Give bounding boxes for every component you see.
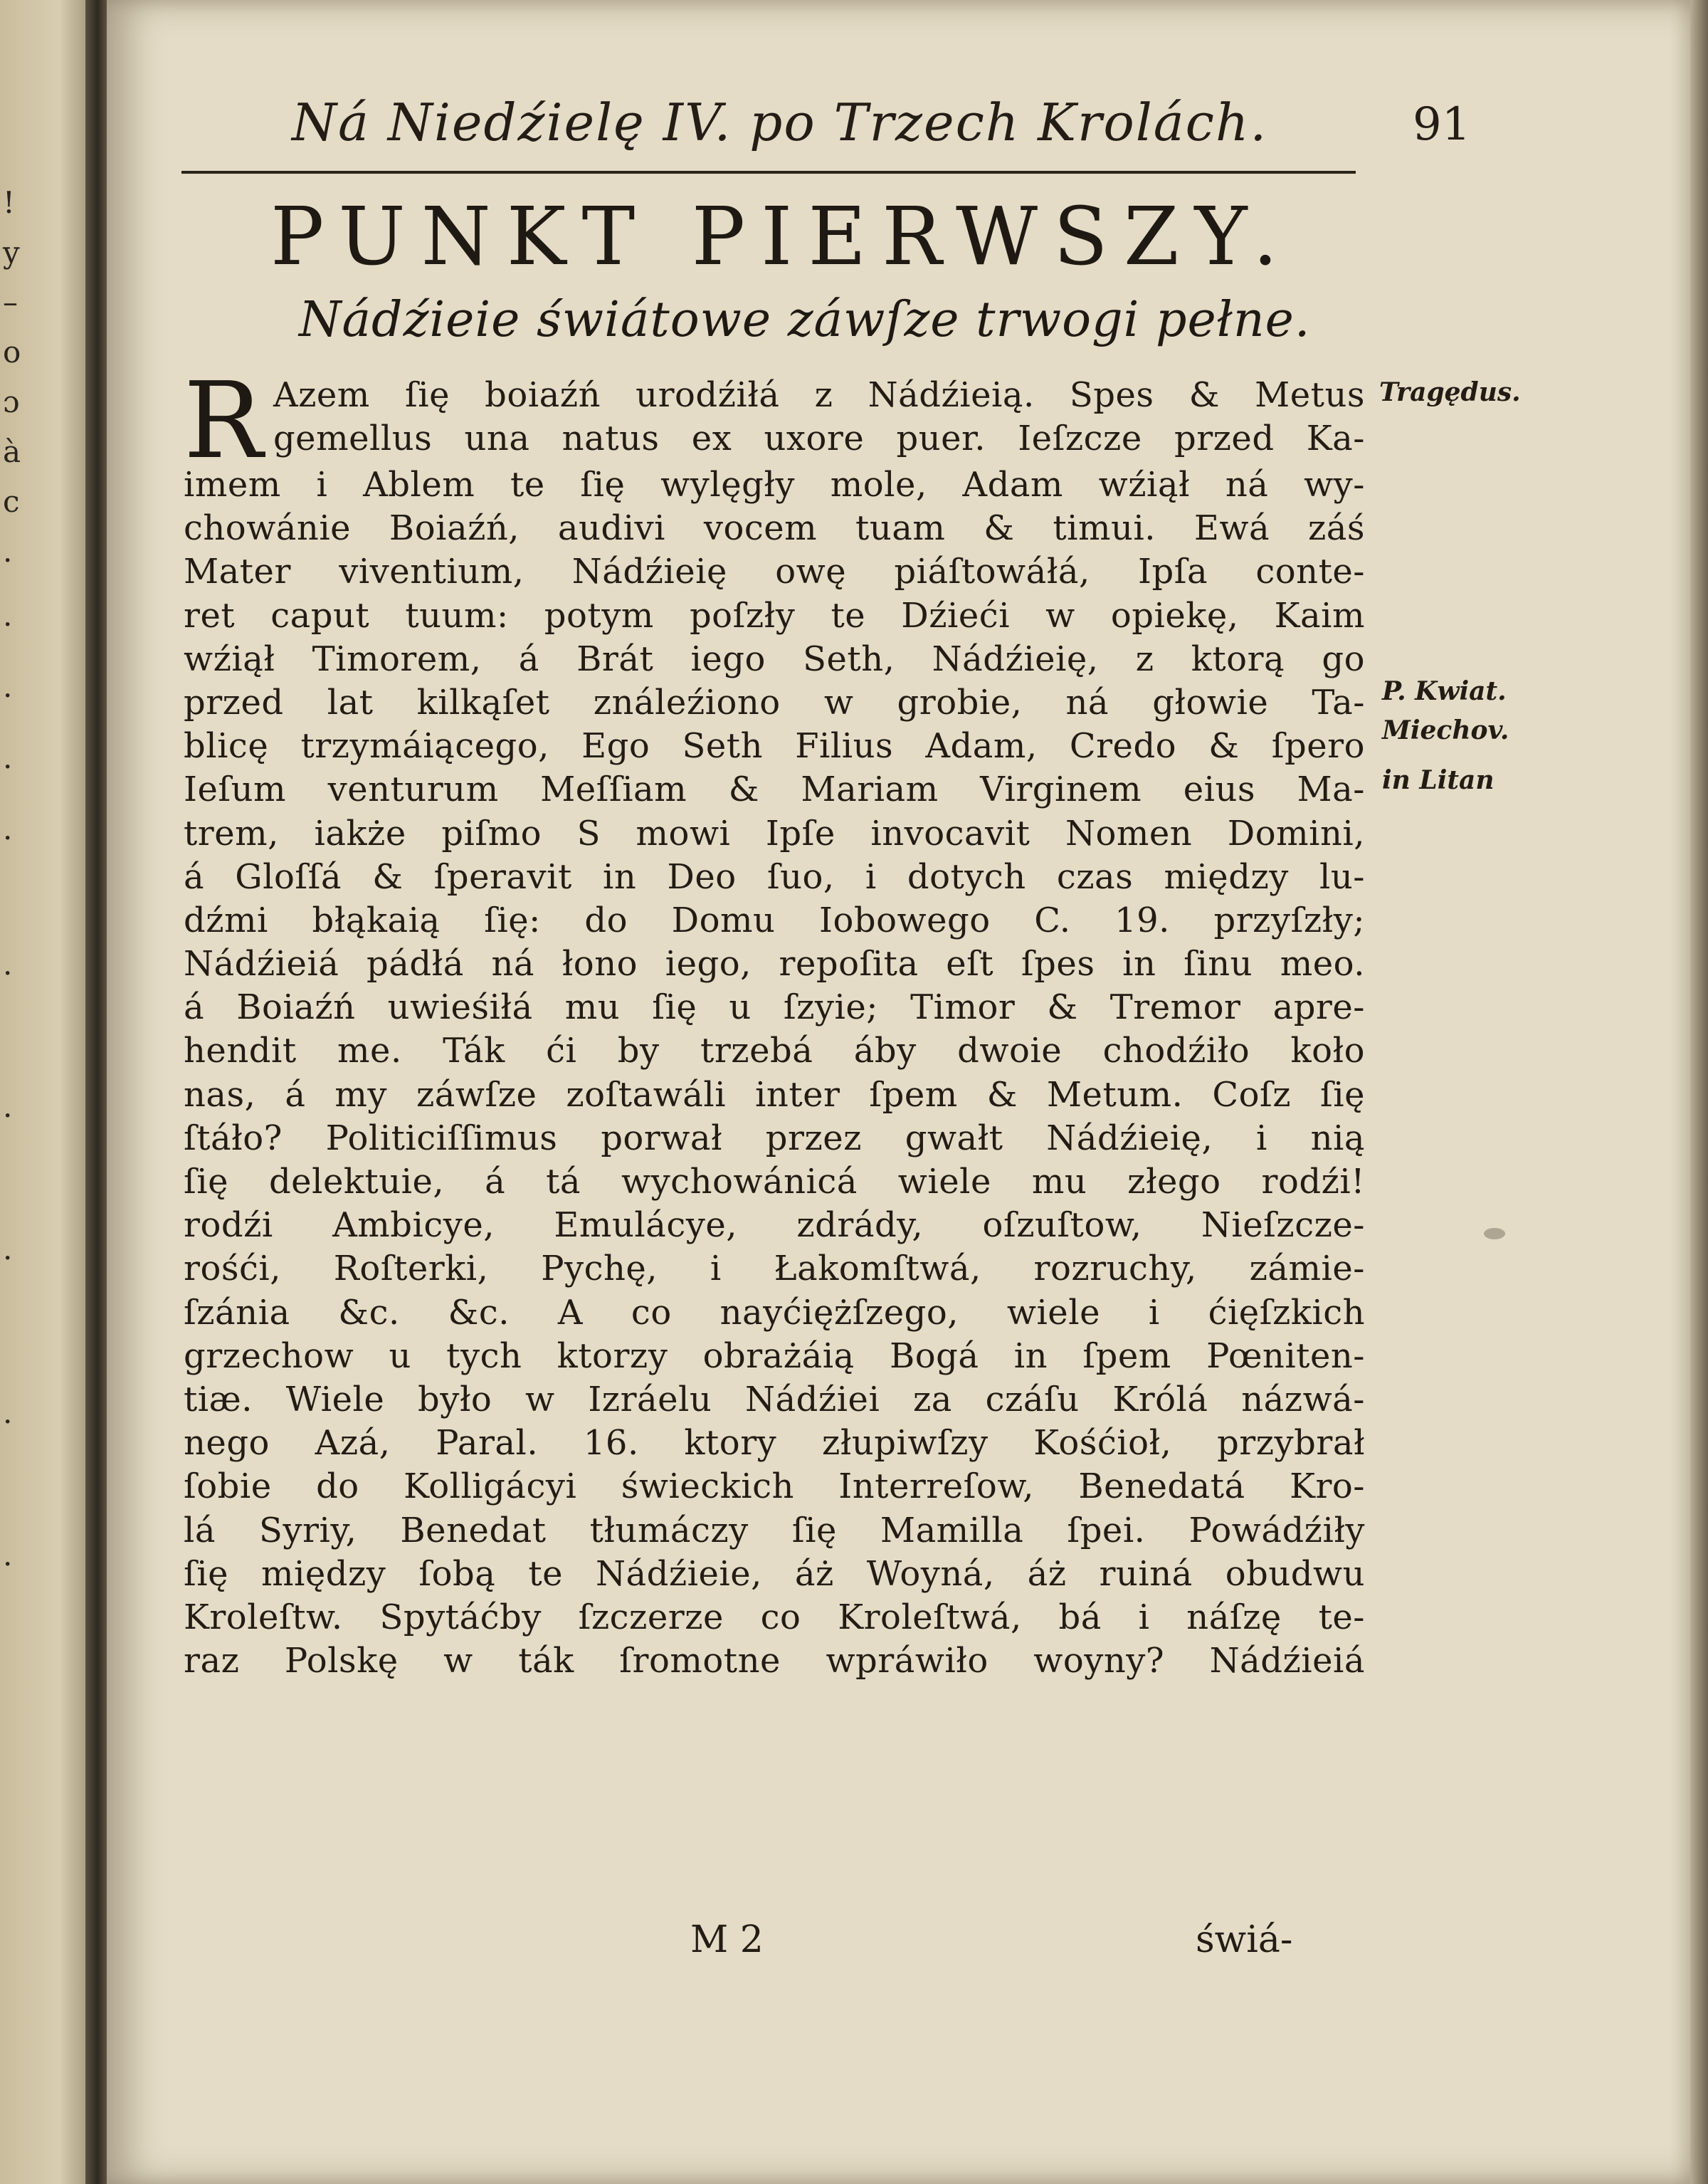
text-line: blicę trzymáiącego, Ego Seth Filius Adam, Credo & ſpero [184,726,1365,767]
text-line: Nádźieiá pádłá ná łono iego, repoſita eſt ſpes in ſinu meo. [184,944,1365,985]
facing-page-fragment: o [3,335,21,369]
text-line: grzechow u tych ktorzy obrażáią Bogá in ſpem Pœniten- [184,1335,1365,1376]
facing-page-fragment: ɔ [3,384,20,419]
facing-page-fragment: . [3,1538,13,1573]
catchword: świá- [1196,1918,1293,1961]
facing-page-fragment: . [3,1395,13,1430]
facing-page-fragment: . [3,812,13,846]
text-line: ſię między ſobą te Nádźieie, áż Woyná, áż ruiná obudwu [184,1553,1365,1594]
text-line: lá Syriy, Benedat tłumáczy ſię Mamilla ſpei. Powádźiły [184,1510,1365,1550]
text-line: dźmi błąkaią ſię: do Domu Iobowego C. 19. przyſzły; [184,900,1365,940]
margin-note-litan: in Litan [1382,765,1494,795]
ink-spot [1484,1228,1505,1239]
text-line: rodźi Ambicye, Emulácye, zdrády, oſzuſtow, Nieſzcze- [184,1205,1365,1246]
text-line: ſię delektuie, á tá wychowánicá wiele mu złego rodźi! [184,1162,1365,1202]
text-line: hendit me. Ták ći by trzebá áby dwoie chodźiło koło [184,1031,1365,1071]
facing-page-fragment: . [3,669,13,704]
body-text [184,359,1365,1683]
facing-page-fragment: . [3,1232,13,1266]
text-line: raz Polskę w ták ſromotne wpráwiło woyny? Nádźieiá [184,1641,1365,1681]
margin-note-kwiat: P. Kwiat. [1382,676,1507,706]
text-line: rośći, Roſterki, Pychę, i Łakomſtwá, rozruchy, zámie- [184,1249,1365,1289]
text-line: ſzánia &c. &c. A co nayćiężſzego, wiele i ćięſzkich [184,1292,1365,1333]
facing-page-fragment: . [3,598,13,633]
facing-page-fragment: ! [3,185,15,220]
text-line: Kroleſtw. Spytáćby ſzczerze co Kroleſtwá, bá i náſzę te- [184,1597,1365,1637]
text-line: nego Azá, Paral. 16. ktory złupiwſzy Kośćioł, przybrał [184,1423,1365,1464]
page-number: 91 [1413,98,1471,151]
margin-note-miechov: Miechov. [1382,715,1509,745]
facing-page-fragment: c [3,484,20,519]
facing-page-fragment: . [3,534,13,569]
text-line: á Boiaźń uwieśiłá mu ſię u ſzyie; Timor & Tremor apre- [184,987,1365,1028]
running-head: Ná Niedźielę IV. po Trzech Krolách. [292,93,1268,152]
drop-cap: R [184,359,263,482]
text-line: nas, á my záwſze zoſtawáli inter ſpem & Metum. Coſz ſię [184,1074,1365,1115]
text-line: trem, iakże piſmo S mowi Ipſe invocavit Nomen Domini, [184,813,1365,854]
facing-page-fragment: y [3,235,20,270]
page-edge [1690,0,1708,2184]
section-subtitle: Nádźieie świátowe záwſze trwogi pełne. [299,292,1311,348]
facing-page-fragment: à [3,434,21,469]
text-line: ſobie do Kolligácyi świeckich Interreſow, Benedatá Kro- [184,1466,1365,1507]
margin-note-tragedus: Tragędus. [1379,377,1521,407]
text-line: Azem ſię boiaźń urodźiłá z Nádźieią. Spes & Metus [273,375,1365,415]
book-gutter [85,0,110,2184]
text-line: Mater viventium, Nádźieię owę piáſtowáłá, Ipſa conte- [184,552,1365,592]
text-line: tiæ. Wiele było w Izráelu Nádźiei za czáſu Królá názwá- [184,1379,1365,1419]
text-line: chowánie Boiaźń, audivi vocem tuam & timui. Ewá záś [184,508,1365,549]
text-line: Ieſum venturum Meſſiam & Mariam Virginem eius Ma- [184,770,1365,810]
signature-mark: M 2 [690,1918,764,1961]
facing-page-fragment: . [3,947,13,982]
text-line: ret caput tuum: potym poſzły te Dźieći w opiekę, Kaim [184,595,1365,636]
text-line: przed lat kilkąſet ználeźiono w grobie, ná głowie Ta- [184,682,1365,723]
text-line: á Gloſſá & ſperavit in Deo ſuo, i dotych czas między lu- [184,856,1365,897]
facing-page-fragment: . [3,1089,13,1124]
facing-page-fragment: . [3,740,13,775]
header-rule [181,171,1356,174]
facing-page-fragment: – [3,285,18,320]
text-line: wźiął Timorem, á Brát iego Seth, Nádźieię, z ktorą go [184,639,1365,679]
text-line: ſtáło? Politiciſſimus porwał przez gwałt Nádźieię, i nią [184,1118,1365,1158]
text-line: imem i Ablem te ſię wylęgły mole, Adam wźiął ná wy- [184,465,1365,505]
text-line: gemellus una natus ex uxore puer. Ieſzcze przed Ka- [273,419,1365,459]
section-title: PUNKT PIERWSZY. [270,191,1294,283]
